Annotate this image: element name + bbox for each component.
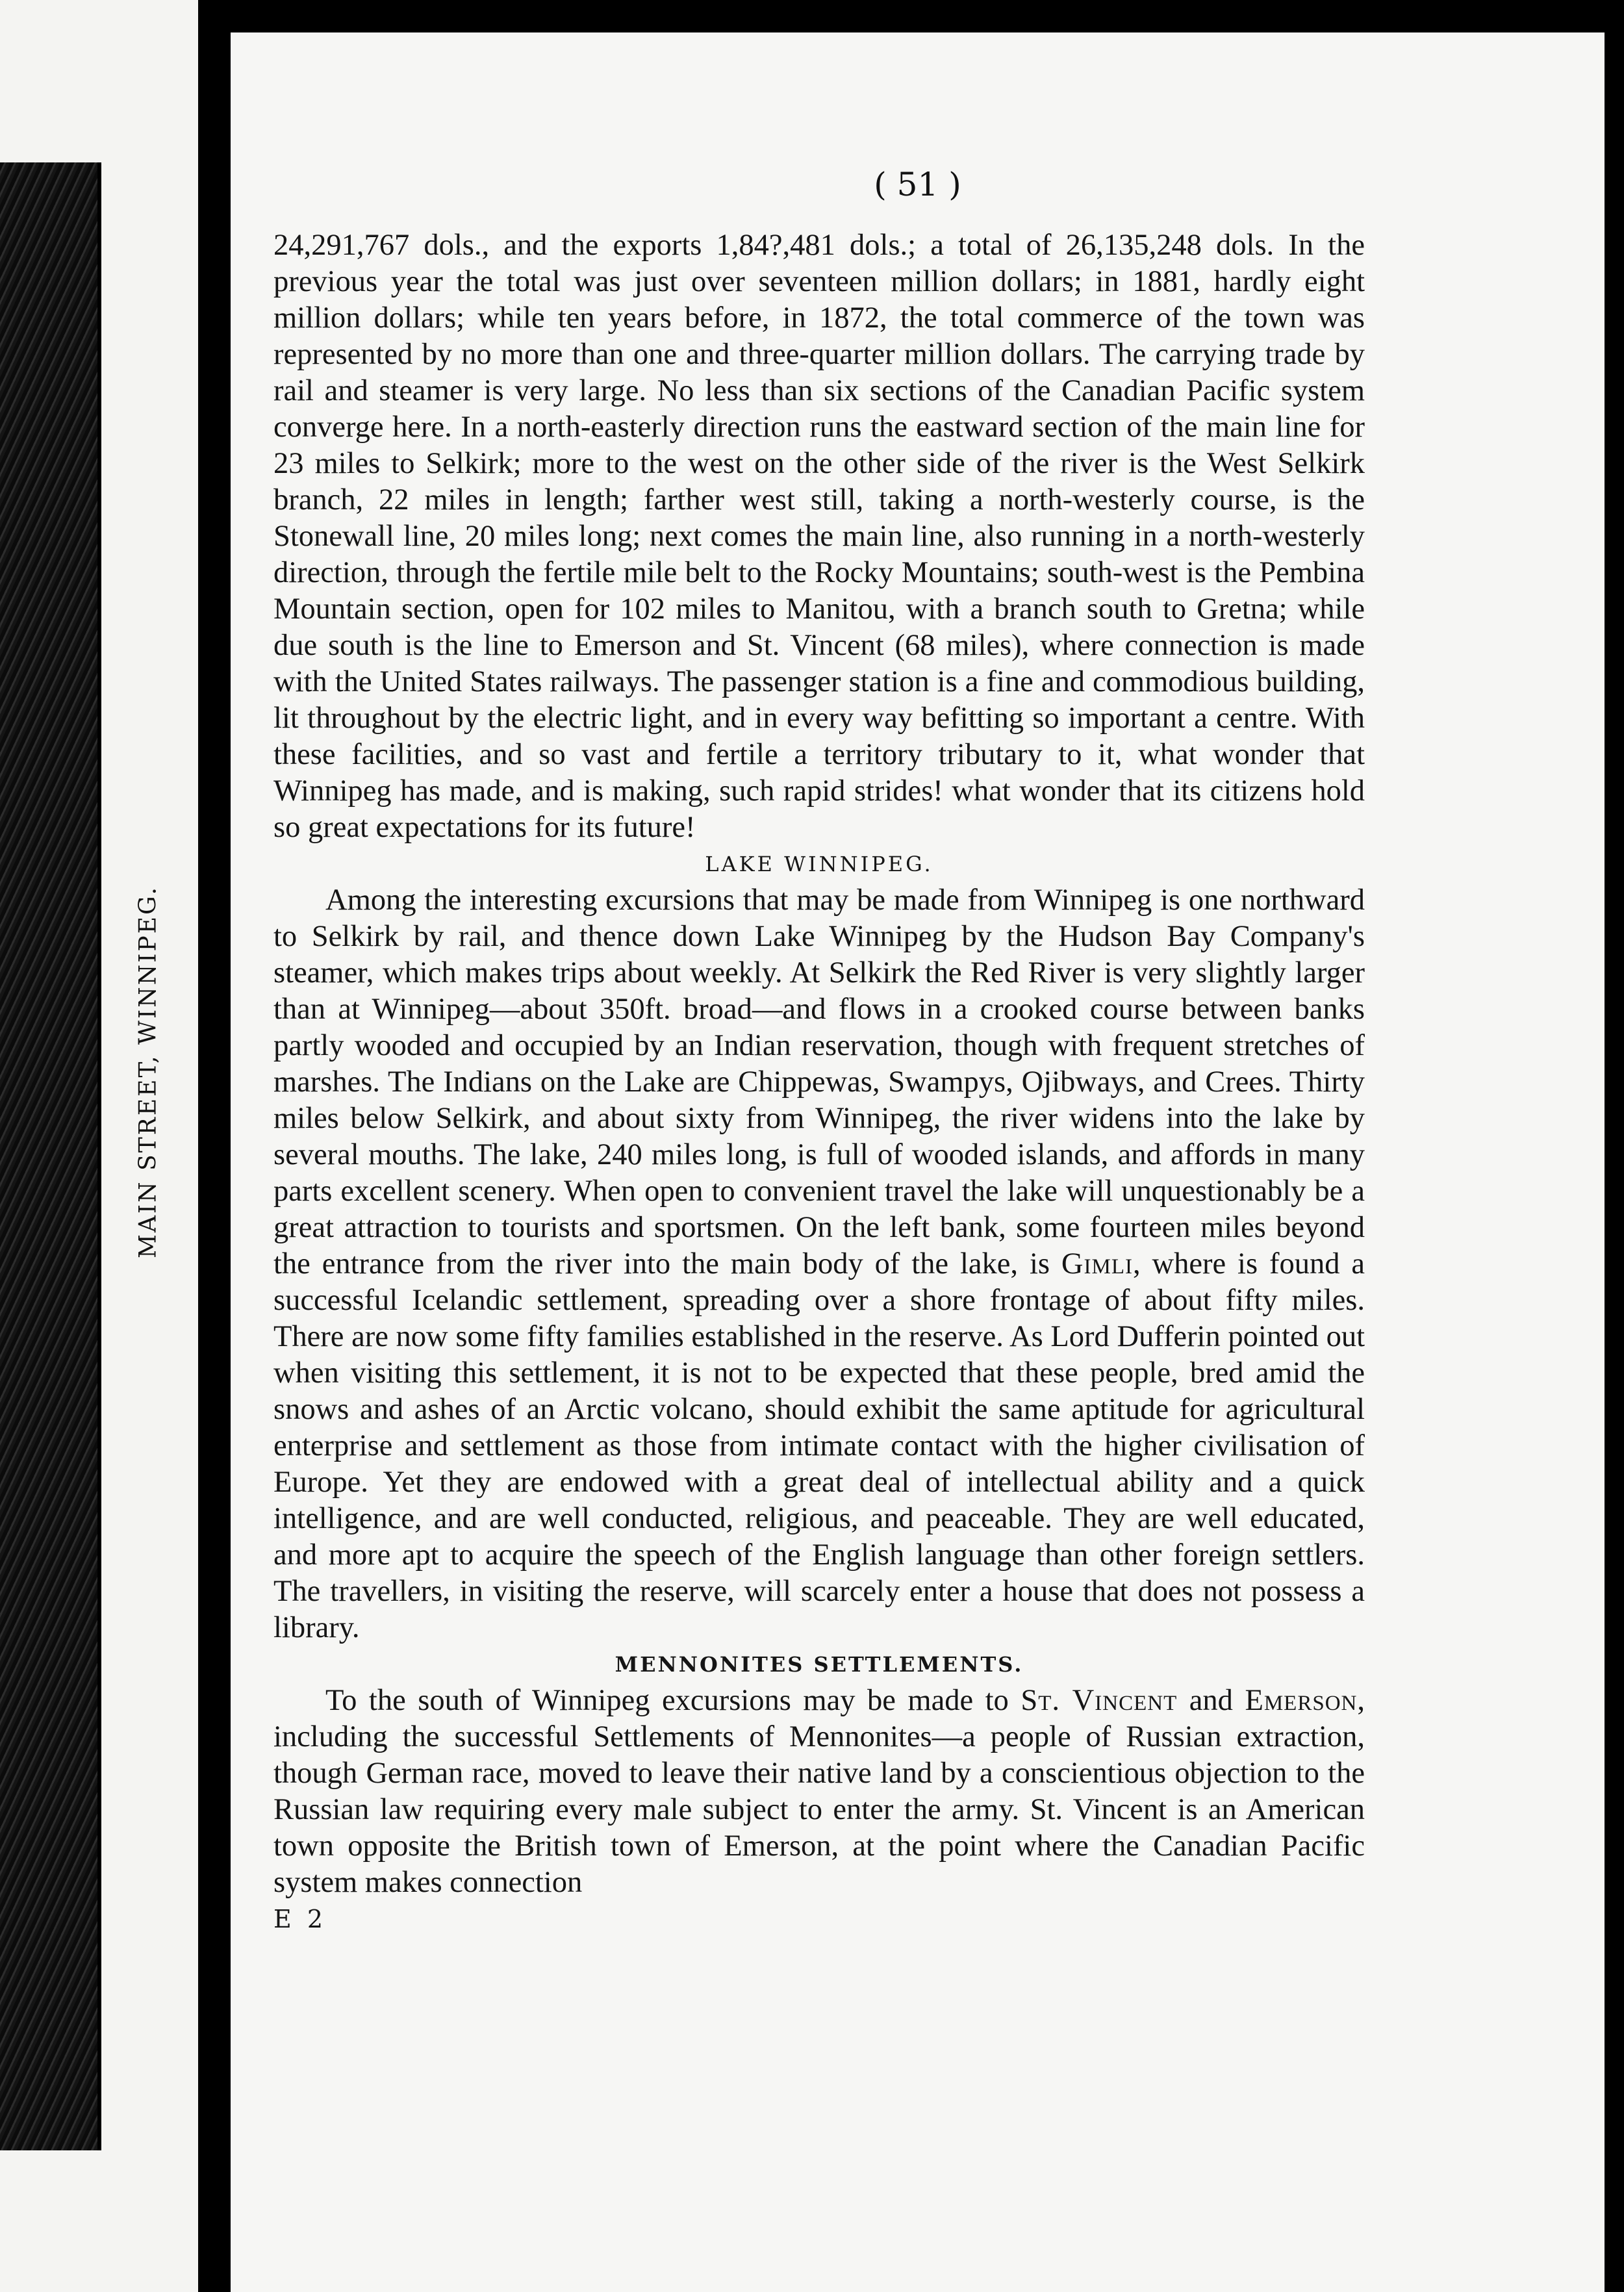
- continuation-paragraph: 24,291,767 dols., and the exports 1,84?,481 dols.; a total of 26,135,248 dols. In the previous year the total was just over seventeen million dollars; in 1881, hardly eight million dollars; while ten years before, in 1872, the total commerce of the town was represented by no more than one and three-quarter million dollars. The carrying trade by rail and steamer is very large. No less than six sections of the Canadian Pacific system converge here. In a north-easterly direction runs the eastward section of the main line for 23 miles to Selkirk; more to the west on the other side of the river is the West Selkirk branch, 22 miles in length; farther west still, taking a north-westerly course, is the Stonewall line, 20 miles long; next comes the main line, also running in a north-westerly direction, through the fertile mile belt to the Rocky Mountains; south-west is the Pembina Mountain section, open for 102 miles to Manitou, with a branch south to Gretna; while due south is the line to Emerson and St. Vincent (68 miles), where connection is made with the United States railways. The passenger station is a fine and commodious building, lit throughout by the electric light, and in every way befitting so important a centre. With these facilities, and so vast and fertile a territory tributary to it, what wonder that Winnipeg has made, and is making, such rapid strides! what wonder that its citizens hold so great expectations for its future!: [273, 229, 1365, 844]
- mennonites-paragraph: [273, 1683, 1365, 1901]
- signature-mark: E 2: [273, 1905, 327, 1933]
- menno-text-part2: , including the successful Settlements of Mennonites—a people of Russian extraction, though German race, moved to leave their native land by a conscientious objection to the Russian law requiring every male subject to enter the army. St. Vincent is an American town opposite the British town of Emerson, at the point where the Canadian Pacific system makes connection: [273, 1684, 1365, 1899]
- section-heading-lake-winnipeg: LAKE WINNIPEG.: [705, 852, 933, 876]
- menno-text-part1: To the south of Winnipeg excursions may be made to: [325, 1684, 1009, 1717]
- place-name-st-vincent: St. Vincent: [1021, 1684, 1178, 1717]
- engraved-illustration: [0, 162, 101, 2150]
- text-page: [231, 32, 1605, 2292]
- facing-plate-page: [0, 0, 198, 2292]
- menno-text-and: and: [1177, 1684, 1245, 1717]
- lake-text-part2: , where is found a successful Icelandic settlement, spreading over a shore frontage of about fifty miles. There are now some fifty families established in the reserve. As Lord Dufferin pointed out when visiting this settlement, it is not to be expected that these people, bred amid the snows and ashes of an Arctic volcano, should exhibit the same aptitude for agricultural enterprise and settlement as those from intimate contact with the higher civilisation of Europe. Yet they are endowed with a great deal of intellectual ability and a quick intelligence, and are well conducted, religious, and peaceable. They are well educated, and more apt to acquire the speech of the English language than other foreign settlers. The travellers, in visiting the reserve, will scarcely enter a house that does not possess a library.: [273, 1247, 1365, 1644]
- plate-caption: MAIN STREET, WINNIPEG.: [134, 885, 162, 1258]
- place-name-emerson: Emerson: [1245, 1684, 1358, 1717]
- page-number: ( 51 ): [874, 166, 961, 203]
- section-heading-mennonites: MENNONITES SETTLEMENTS.: [615, 1652, 1024, 1677]
- lake-winnipeg-paragraph: [273, 882, 1365, 1646]
- lake-text-part1: Among the interesting excursions that may be made from Winnipeg is one northward to Selkirk by rail, and thence down Lake Winnipeg by the Hudson Bay Company's steamer, which makes trips about weekly. At Selkirk the Red River is very slightly larger than at Winnipeg—about 350ft. broad—and flows in a crooked course between banks partly wooded and occupied by an Indian reservation, though with frequent stretches of marshes. The Indians on the Lake are Chippewas, Swampys, Ojibways, and Crees. Thirty miles below Selkirk, and about sixty from Winnipeg, the river widens into the lake by several mouths. The lake, 240 miles long, is full of wooded islands, and affords in many parts excellent scenery. When open to convenient travel the lake will unquestionably be a great attraction to tourists and sportsmen. On the left bank, some fourteen miles beyond the entrance from the river into the main body of the lake, is: [273, 884, 1365, 1280]
- place-name-gimli: Gimli: [1061, 1247, 1133, 1280]
- page-body: [273, 227, 1365, 1937]
